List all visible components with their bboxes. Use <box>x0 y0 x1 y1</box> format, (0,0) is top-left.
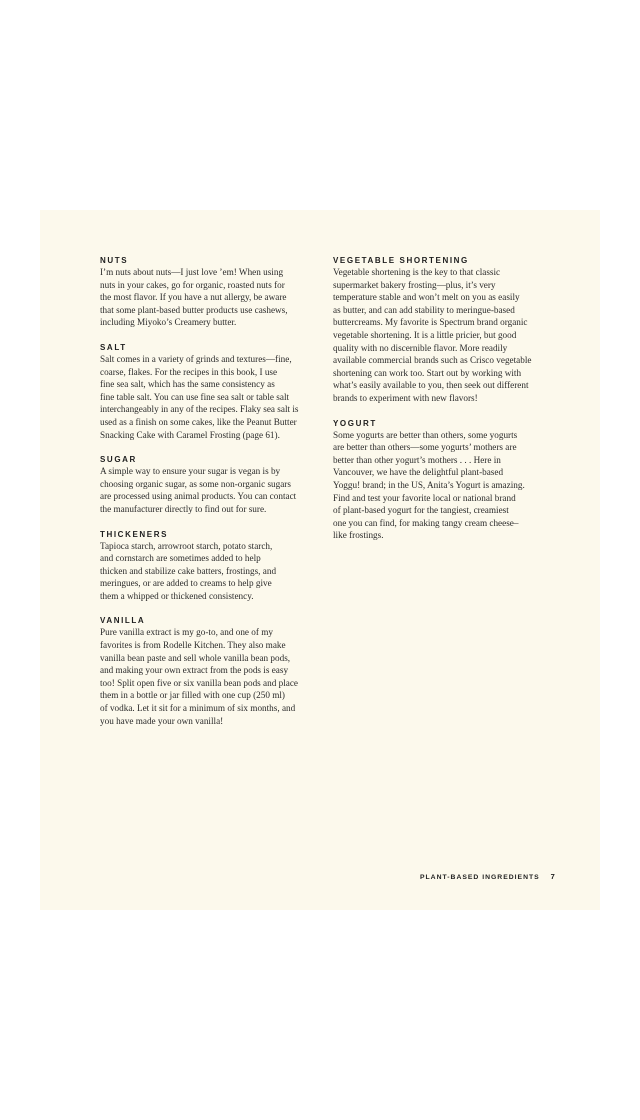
right-column <box>333 256 549 556</box>
text-line: and cornstarch are sometimes added to help <box>100 553 261 564</box>
text-line: Find and test your favorite local or national brand <box>333 492 516 503</box>
text-line: vegetable shortening. It is a little pricier, but good <box>333 329 517 340</box>
text-line: are processed using animal products. You can contact <box>100 491 297 502</box>
text-line: Pure vanilla extract is my go-to, and one of my <box>100 627 273 638</box>
section-heading: NUTS <box>100 256 129 265</box>
text-line: Salt comes in a variety of grinds and textures—fine, <box>100 353 292 364</box>
text-line: that some plant-based butter products use cashews, <box>100 304 288 315</box>
text-line: them a whipped or thickened consistency. <box>100 590 254 601</box>
text-line: interchangeably in any of the recipes. Flaky sea salt is <box>100 404 299 415</box>
text-line: supermarket bakery frosting—plus, it’s very <box>333 279 496 290</box>
text-line: better than other yogurt’s mothers . . . Here in <box>333 454 501 465</box>
section-body <box>100 540 312 603</box>
text-line: meringues, or are added to creams to help give <box>100 578 272 589</box>
text-line: what’s easily available to you, then seek out different <box>333 380 529 391</box>
text-line: shortening can work too. Start out by working with <box>333 367 522 378</box>
section-body <box>100 465 312 515</box>
section-salt <box>100 343 312 441</box>
text-line: Snacking Cake with Caramel Frosting (page 61). <box>100 429 280 440</box>
section-body <box>100 353 312 441</box>
text-line: A simple way to ensure your sugar is vegan is by <box>100 466 281 477</box>
page-number: 7 <box>550 872 555 881</box>
text-line: of plant-based yogurt for the tangiest, creamiest <box>333 505 509 516</box>
text-line: buttercreams. My favorite is Spectrum brand organic <box>333 317 528 328</box>
section-heading: SALT <box>100 342 127 352</box>
text-line: of vodka. Let it sit for a minimum of six months, and <box>100 703 296 714</box>
section-body <box>333 266 549 405</box>
text-line: are better than others—some yogurts’ mothers are <box>333 442 517 453</box>
text-line: Tapioca starch, arrowroot starch, potato starch, <box>100 540 273 551</box>
text-line: nuts in your cakes, go for organic, roasted nuts for <box>100 279 285 290</box>
section-nuts <box>100 256 312 329</box>
text-line: them in a bottle or jar filled with one cup (250 ml) <box>100 690 285 701</box>
section-yogurt <box>333 419 549 542</box>
text-line: fine sea salt, which has the same consistency as <box>100 379 275 390</box>
text-line: used as a finish on some cakes, like the Peanut Butter <box>100 416 297 427</box>
footer-chapter-title: PLANT-BASED INGREDIENTS <box>420 874 540 881</box>
text-line: choosing organic sugar, as some non-organic sugars <box>100 478 291 489</box>
section-heading: VEGETABLE SHORTENING <box>333 256 469 265</box>
text-line: favorites is from Rodelle Kitchen. They also make <box>100 640 286 651</box>
text-line: as butter, and can add stability to meringue-based <box>333 304 515 315</box>
text-line: and making your own extract from the pods is easy <box>100 665 289 676</box>
section-body <box>100 626 312 727</box>
section-vegetable-shortening <box>333 256 549 405</box>
text-line: I’m nuts about nuts—I just love ’em! When using <box>100 267 284 277</box>
book-page <box>40 210 600 910</box>
text-line: you have made your own vanilla! <box>100 715 224 726</box>
text-line: thicken and stabilize cake batters, frostings, and <box>100 565 277 576</box>
section-vanilla <box>100 616 312 727</box>
page-footer <box>420 872 555 881</box>
text-line: Vegetable shortening is the key to that classic <box>333 267 501 277</box>
section-heading: YOGURT <box>333 418 377 428</box>
text-line: fine table salt. You can use fine sea salt or table salt <box>100 391 290 402</box>
section-sugar <box>100 455 312 515</box>
section-thickeners <box>100 530 312 603</box>
text-line: brands to experiment with new flavors! <box>333 392 478 403</box>
section-body <box>100 266 312 329</box>
text-line: the most flavor. If you have a nut allergy, be aware <box>100 292 287 303</box>
text-line: the manufacturer directly to find out for sure. <box>100 503 267 514</box>
section-heading: VANILLA <box>100 616 146 626</box>
text-line: too! Split open five or six vanilla bean pods and place <box>100 677 298 688</box>
section-heading: THICKENERS <box>100 529 169 539</box>
text-line: temperature stable and won’t melt on you as easily <box>333 292 520 303</box>
text-line: vanilla bean paste and sell whole vanilla bean pods, <box>100 652 291 663</box>
text-line: available commercial brands such as Crisco vegetable <box>333 355 532 366</box>
text-line: quality with no discernible flavor. More readily <box>333 342 508 353</box>
text-line: Yoggu! brand; in the US, Anita’s Yogurt is amazing. <box>333 479 525 490</box>
text-line: one you can find, for making tangy cream cheese– <box>333 517 519 528</box>
section-body <box>333 429 549 542</box>
text-line: Vancouver, we have the delightful plant-based <box>333 467 504 478</box>
text-line: Some yogurts are better than others, some yogurts <box>333 429 518 440</box>
section-heading: SUGAR <box>100 455 137 465</box>
text-line: like frostings. <box>333 530 384 541</box>
left-column <box>100 256 312 741</box>
text-line: coarse, flakes. For the recipes in this book, I use <box>100 366 278 377</box>
text-line: including Miyoko’s Creamery butter. <box>100 317 237 328</box>
